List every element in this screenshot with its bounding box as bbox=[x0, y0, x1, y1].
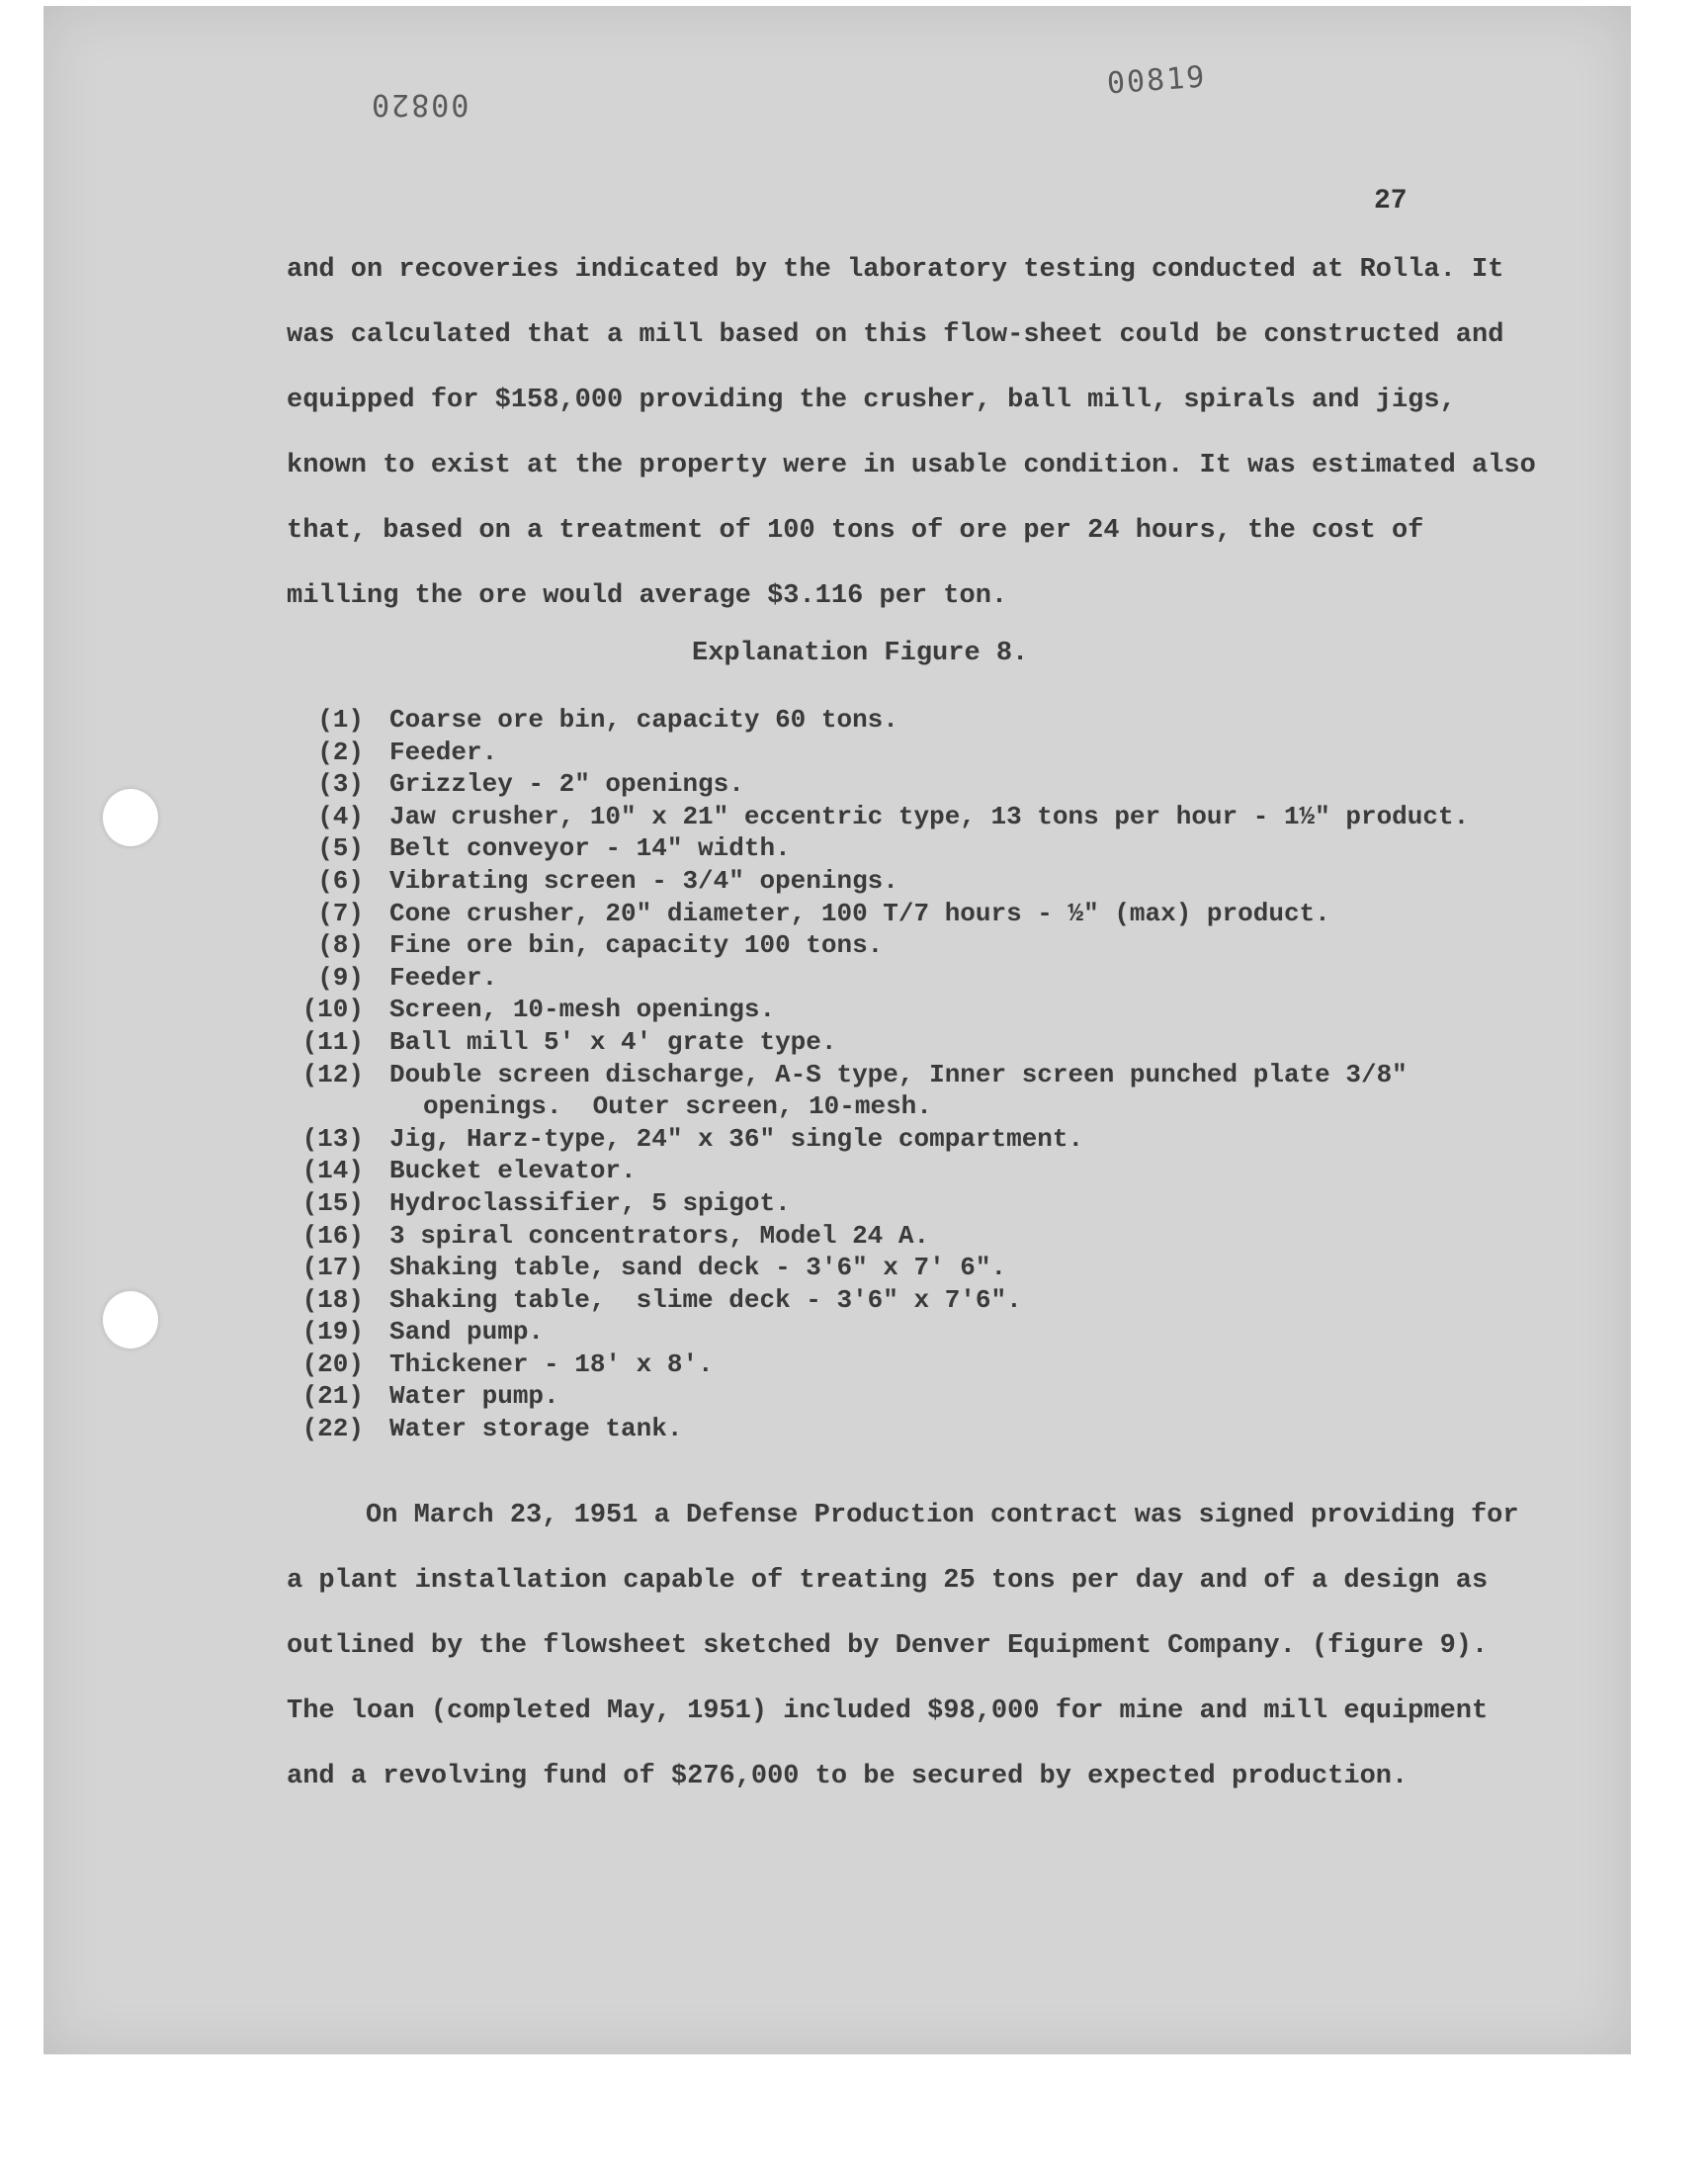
legend-item-text bbox=[364, 1059, 1408, 1123]
legend-item-text bbox=[364, 1187, 791, 1220]
legend-item bbox=[267, 1059, 1552, 1123]
legend-item-label: Bucket elevator. bbox=[389, 1156, 637, 1186]
legend-item bbox=[267, 1252, 1552, 1284]
legend-item-text bbox=[364, 737, 497, 769]
legend-item-text bbox=[364, 1220, 929, 1253]
legend-item-number: (16) bbox=[301, 1220, 364, 1251]
legend-item bbox=[267, 1187, 1552, 1220]
legend-item-text bbox=[364, 801, 1469, 833]
legend-item-number: (10) bbox=[301, 995, 364, 1025]
legend-item-number: (11) bbox=[301, 1026, 364, 1057]
legend-item-label: Feeder. bbox=[389, 962, 498, 993]
legend-item-label: Jig, Harz-type, 24" x 36" single compartment. bbox=[389, 1123, 1084, 1154]
legend-item-label: Shaking table, slime deck - 3'6" x 7'6". bbox=[389, 1284, 1022, 1315]
legend-item-text bbox=[364, 768, 744, 801]
punch-hole-bottom bbox=[103, 1291, 158, 1348]
legend-item bbox=[267, 1413, 1552, 1445]
legend-item bbox=[267, 962, 1552, 995]
legend-item bbox=[267, 1348, 1552, 1381]
legend-item bbox=[267, 737, 1552, 769]
legend-item-label: Belt conveyor - 14" width. bbox=[389, 833, 791, 864]
legend-item-number: (9) bbox=[317, 962, 364, 993]
legend-item-number: (17) bbox=[301, 1253, 364, 1283]
legend-item-number: (19) bbox=[301, 1317, 364, 1348]
legend-item-number: (22) bbox=[301, 1414, 364, 1444]
legend-item-text bbox=[364, 994, 775, 1026]
legend-item-text bbox=[364, 1348, 714, 1381]
legend-item-label: 3 spiral concentrators, Model 24 A. bbox=[389, 1220, 930, 1251]
legend-item-label: Fine ore bin, capacity 100 tons. bbox=[389, 930, 884, 961]
legend-item-text bbox=[364, 1252, 1006, 1284]
legend-item-text bbox=[364, 1026, 836, 1059]
legend-item bbox=[267, 994, 1552, 1026]
legend-item-text bbox=[364, 1380, 559, 1413]
legend-item-label: Jaw crusher, 10" x 21" eccentric type, 13 tons per hour - 1½" product. bbox=[389, 801, 1470, 831]
legend-item bbox=[267, 898, 1552, 930]
legend-item-label: Grizzley - 2" openings. bbox=[389, 769, 744, 800]
legend-item-number: (18) bbox=[301, 1284, 364, 1315]
legend-item-number: (6) bbox=[317, 865, 364, 896]
legend-item bbox=[267, 1026, 1552, 1059]
legend-item-label: Ball mill 5' x 4' grate type. bbox=[389, 1026, 837, 1057]
legend-item bbox=[267, 768, 1552, 801]
legend-item-label: Shaking table, sand deck - 3'6" x 7' 6". bbox=[389, 1253, 1007, 1283]
legend-item-text bbox=[364, 898, 1330, 930]
legend-item-text bbox=[364, 1155, 637, 1187]
legend-item bbox=[267, 1316, 1552, 1348]
document-stamp-right: 00819 bbox=[1105, 59, 1208, 102]
legend-item-label: Water pump. bbox=[389, 1381, 559, 1412]
legend-item-label: Double screen discharge, A-S type, Inner screen punched plate 3/8" bbox=[389, 1059, 1408, 1089]
page-number: 27 bbox=[1374, 186, 1408, 217]
legend-item-text bbox=[364, 1123, 1083, 1156]
legend-item bbox=[267, 832, 1552, 865]
legend-item-label: Thickener - 18' x 8'. bbox=[389, 1348, 714, 1379]
legend-item-number: (12) bbox=[301, 1059, 364, 1089]
legend-item bbox=[267, 704, 1552, 737]
body-paragraph-1: and on recoveries indicated by the laboratory testing conducted at Rolla. It was calculated that a mill based on this flow-sheet could be constructed and equipped for $158,000 providing the crusher, ball mill, spirals and jigs, known to exist at the property were in usable condition. It was estimated also that, based on a treatment of 100 tons of ore per 24 hours, the cost of milling the ore would average $3.116 per ton. bbox=[287, 255, 1536, 611]
legend-item bbox=[267, 1155, 1552, 1187]
legend-item-label: Hydroclassifier, 5 spigot. bbox=[389, 1187, 791, 1218]
punch-hole-top bbox=[103, 789, 158, 846]
legend-item-number: (1) bbox=[317, 705, 364, 735]
legend-item-label: Screen, 10-mesh openings. bbox=[389, 995, 776, 1025]
legend-item-label: Feeder. bbox=[389, 737, 498, 767]
legend-item bbox=[267, 801, 1552, 833]
legend-item-number: (5) bbox=[317, 833, 364, 864]
legend-item-text bbox=[364, 929, 883, 962]
legend-item-label: Water storage tank. bbox=[389, 1414, 683, 1444]
legend-item-number: (14) bbox=[301, 1156, 364, 1186]
legend-item-number: (8) bbox=[317, 930, 364, 961]
body-paragraph-2: On March 23, 1951 a Defense Production contract was signed providing for a plant installation capable of treating 25 tons per day and of a design as outlined by the flowsheet sketched by Denver Equipment Company. (figure 9). The loan (completed May, 1951) included $98,000 for mine and mill equipment and a revolving fund of $276,000 to be secured by expected production. bbox=[287, 1501, 1519, 1791]
legend-item-number: (15) bbox=[301, 1187, 364, 1218]
legend-item-text bbox=[364, 865, 898, 898]
legend-item-continuation: openings. Outer screen, 10-mesh. bbox=[423, 1091, 932, 1122]
legend-item-number: (7) bbox=[317, 898, 364, 928]
figure-legend-list bbox=[267, 704, 1552, 1445]
legend-item bbox=[267, 1123, 1552, 1156]
legend-item-text bbox=[364, 832, 791, 865]
legend-item-number: (20) bbox=[301, 1348, 364, 1379]
legend-item bbox=[267, 1220, 1552, 1253]
legend-item-text bbox=[364, 1316, 544, 1348]
legend-item-number: (3) bbox=[317, 769, 364, 800]
legend-item-text bbox=[364, 962, 497, 995]
legend-item-label: Vibrating screen - 3/4" openings. bbox=[389, 865, 898, 896]
legend-item bbox=[267, 1284, 1552, 1317]
legend-item-text bbox=[364, 1413, 682, 1445]
legend-item-number: (2) bbox=[317, 737, 364, 767]
legend-item bbox=[267, 929, 1552, 962]
legend-item-text bbox=[364, 704, 898, 737]
legend-item-label: Coarse ore bin, capacity 60 tons. bbox=[389, 705, 898, 735]
legend-item-number: (13) bbox=[301, 1123, 364, 1154]
document-stamp-left: 00820 bbox=[370, 87, 470, 122]
legend-item-label: Cone crusher, 20" diameter, 100 T/7 hours - ½" (max) product. bbox=[389, 898, 1330, 928]
legend-item bbox=[267, 865, 1552, 898]
legend-item-label: Sand pump. bbox=[389, 1317, 545, 1348]
legend-item-number: (21) bbox=[301, 1381, 364, 1412]
figure-caption: Explanation Figure 8. bbox=[692, 639, 1029, 668]
legend-item-number: (4) bbox=[317, 801, 364, 831]
legend-item bbox=[267, 1380, 1552, 1413]
legend-item-text bbox=[364, 1284, 1022, 1317]
